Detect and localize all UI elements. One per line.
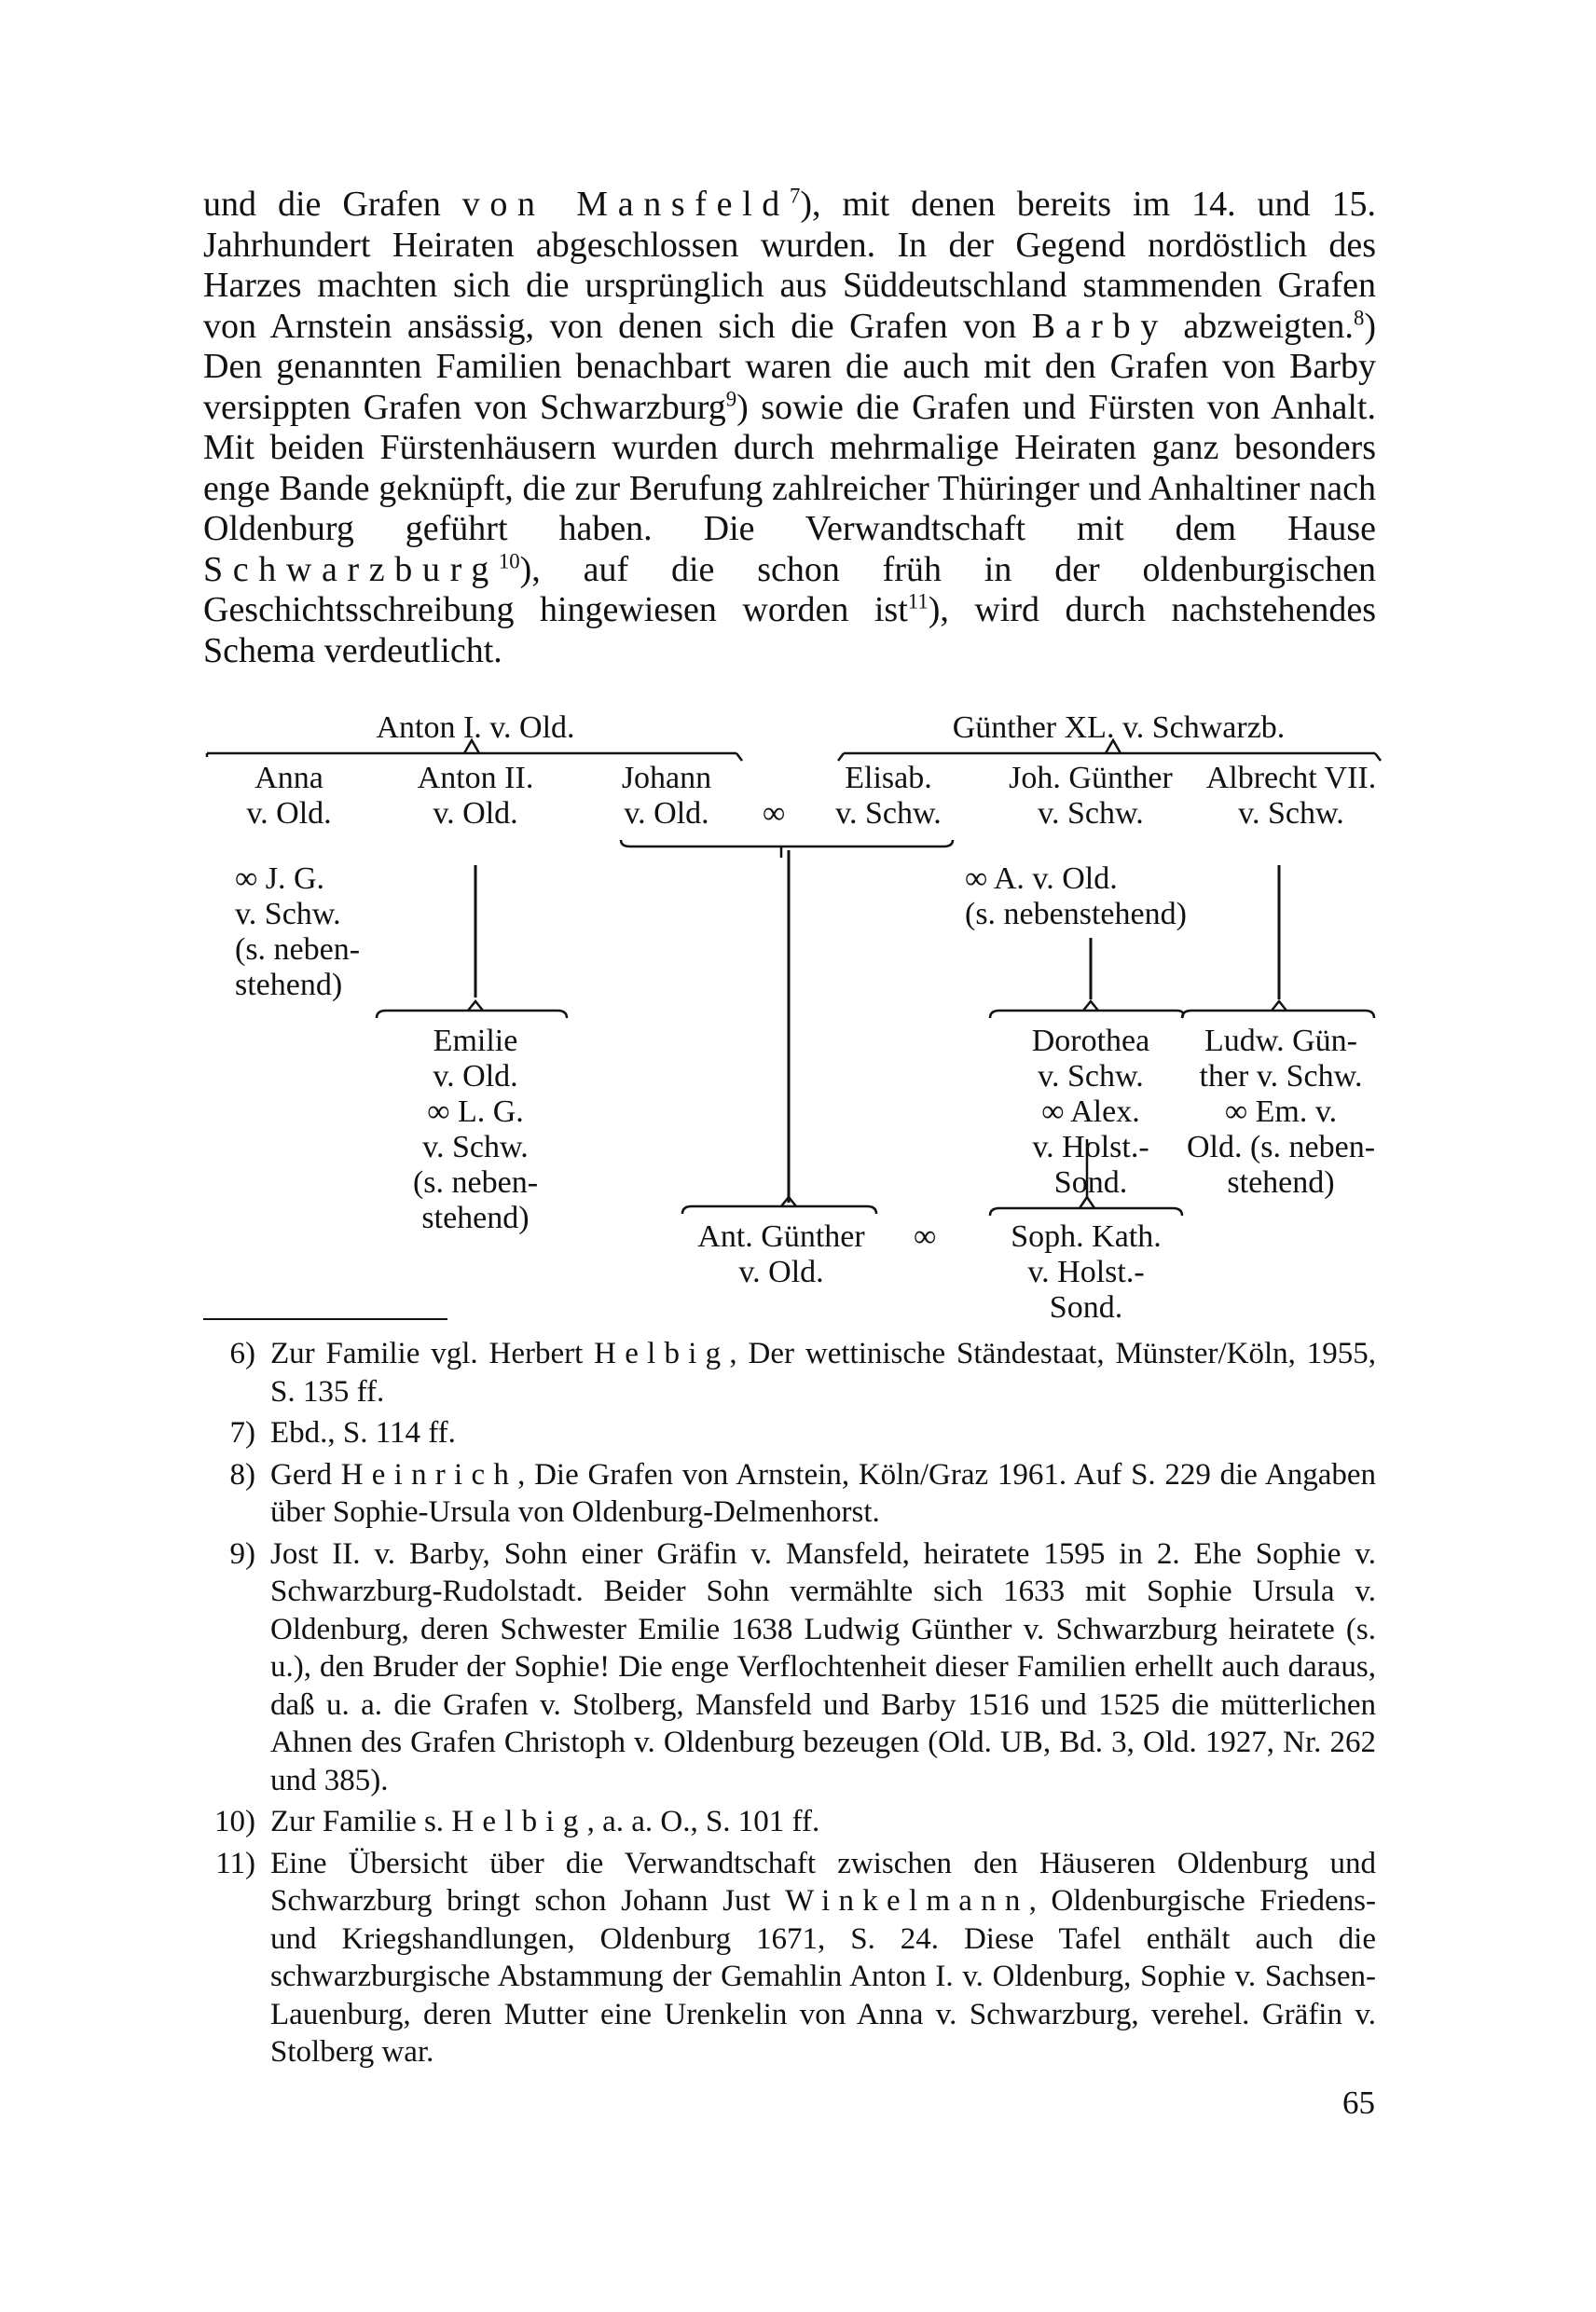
chart-line-text: Elisab. [845, 761, 932, 795]
node-anton1 [354, 710, 597, 746]
chart-line-text: Sond. [1049, 1290, 1123, 1325]
node-elisab [828, 761, 949, 832]
bracket-emilie [377, 1011, 567, 1018]
chart-line-text: Dorothea [1031, 1024, 1150, 1058]
chart-line-text: ∞ A. v. Old. [965, 861, 1118, 896]
footnote-text: Eine Übersicht über die Verwandtschaft zwischen den Häuseren Oldenburg und Schwarzburg bringt schon Johann Just Winkelmann, Oldenburgische Friedens- und Kriegshandlungen, Oldenburg 1671, S. 24. Diese Tafel enthält auch die schwarzburgische Abstammung der Gemahlin Anton I. v. Oldenburg, Sophie v. Sachsen-Lauenburg, deren Mutter eine Urenkelin von Anna v. Schwarzburg, verehel. Gräfin v. Stolberg war. [270, 1846, 1377, 2069]
chart-line-text: ∞ Em. v. [1224, 1094, 1338, 1129]
node-emilie [392, 1024, 559, 1236]
chart-line-text: ∞ L. G. [427, 1094, 524, 1129]
chart-line-text: Albrecht VII. [1205, 761, 1377, 795]
footnote [203, 1335, 1376, 1411]
chart-line-text: (s. neben- [412, 1165, 539, 1200]
chart-line-text: v. Schw. [835, 796, 942, 831]
chart-line-text: Emilie [433, 1024, 518, 1058]
brace-guenther40-peak [1106, 740, 1121, 753]
chart-line-text: v. Old. [433, 1059, 518, 1094]
footnote-number: 6) [229, 1337, 255, 1370]
node-guenther40 [923, 710, 1314, 746]
chart-line-text: v. Schw. [1038, 796, 1144, 831]
page-number: 65 [1342, 2085, 1375, 2121]
footnote-text: Jost II. v. Barby, Sohn einer Gräfin v. Mansfeld, heiratete 1595 in 2. Ehe Sophie v. Schwarzburg-Rudolstadt. Beider Sohn vermählte sich 1633 mit Sophie Ursula v. Oldenburg, deren Schwester Emilie 1638 Ludwig Günther v. Schwarzburg heiratete (s. u.), den Bruder der Sophie! Die enge Verflochtenheit dieser Familien erhellt auch daraus, daß u. a. die Grafen v. Stolberg, Mansfeld und Barby 1516 und 1525 die mütterlichen Ahnen des Grafen Christoph v. Oldenburg bezeugen (Old. UB, Bd. 3, Old. 1927, Nr. 262 und 385). [270, 1536, 1376, 1797]
node-antguenther [679, 1219, 884, 1290]
note-anna [235, 861, 403, 1003]
footnote-number: 7) [229, 1416, 255, 1450]
node-anna [233, 761, 345, 832]
chart-line-text: Joh. Günther [1009, 761, 1173, 795]
chart-line-text: stehend) [1227, 1165, 1335, 1200]
node-johann [606, 761, 727, 832]
chart-line-text: v. Schw. [1238, 796, 1344, 831]
chart-line-text: v. Schw. [235, 897, 341, 931]
body-text [203, 185, 1376, 671]
chart-line-text: ∞ Alex. [1041, 1094, 1140, 1129]
footnote [203, 1456, 1376, 1532]
footnote [203, 1535, 1376, 1800]
node-dorothea [993, 1024, 1189, 1201]
chart-line-text: ther v. Schw. [1199, 1059, 1363, 1094]
node-sophkath [988, 1219, 1184, 1326]
bracket-ludwg [1182, 1011, 1374, 1018]
footnote [203, 1845, 1376, 2071]
bracket-johann-elisab [621, 840, 953, 846]
chart-line-text: ∞ J. G. [235, 861, 325, 896]
footnote-text: Zur Familie vgl. Herbert Helbig, Der wettinische Ständestaat, Münster/Köln, 1955, S. 135 ff. [270, 1337, 1376, 1409]
chart-line-text: Anton I. v. Old. [376, 710, 575, 745]
footnote-rule [203, 1318, 447, 1320]
bracket-dorothea [990, 1011, 1183, 1018]
chart-line-text: Anton II. [417, 761, 534, 795]
footnote [203, 1414, 1376, 1452]
brace-anton1-peak [464, 740, 479, 753]
chart-line-text: Günther XL. v. Schwarzb. [952, 710, 1286, 745]
chart-line-text: Sond. [1053, 1165, 1128, 1200]
footnote-text: Gerd Heinrich, Die Grafen von Arnstein, Köln/Graz 1961. Auf S. 229 die Angaben über Sophie-Ursula von Oldenburg-Delmenhorst. [270, 1457, 1376, 1529]
chart-line-text: v. Schw. [1038, 1059, 1144, 1094]
footnote [203, 1803, 1376, 1841]
bracket-antguenther [682, 1206, 876, 1214]
chart-line-text: v. Holst.- [1027, 1255, 1145, 1289]
chart-line-text: v. Holst.- [1032, 1130, 1149, 1164]
chart-line-text: (s. neben- [235, 932, 361, 967]
footnote-number: 8) [229, 1457, 255, 1492]
body-paragraph: und die Grafen von Mansfeld$^7$), mit denen bereits im 14. und 15. Jahrhundert Heiraten abgeschlossen wurden. In der Gegend nordöstlich des Harzes machten sich die ursprünglich aus Süddeutschland stammenden Grafen von Arnstein ansässig, von denen sich die Grafen von Barby abzweigten.$^8$) Den genannten Familien benachbart waren die auch mit den Grafen von Barby versippten Grafen von Schwarzburg$^9$) sowie die Grafen und Fürsten von Anhalt. Mit beiden Fürstenhäusern wurden durch mehrmalige Heiraten ganz besonders enge Bande geknüpft, die zur Berufung zahlreicher Thüringer und Anhaltiner nach Oldenburg geführt haben. Die Verwandtschaft mit dem Hause Schwarzburg$^{10}$), auf die schon früh in der oldenburgischen Geschichtsschreibung hingewiesen worden ist$^{11}$), wird durch nachstehendes Schema verdeutlicht. [203, 184, 1376, 670]
chart-line-text: v. Old. [738, 1255, 824, 1289]
chart-line-text: v. Old. [624, 796, 709, 831]
chart-line-text: stehend) [235, 968, 343, 1002]
footnote-text: Ebd., S. 114 ff. [270, 1416, 456, 1450]
footnote-text: Zur Familie s. Helbig, a. a. O., S. 101 ff. [270, 1805, 820, 1838]
chart-line-text: Old. (s. neben- [1186, 1130, 1376, 1164]
chart-line-text: Soph. Kath. [1011, 1219, 1162, 1254]
chart-line-text: v. Old. [246, 796, 332, 831]
marriage-symbol: ∞ [914, 1219, 937, 1254]
marriage-symbol: ∞ [763, 796, 786, 831]
chart-line-text: Johann [621, 761, 712, 795]
node-johguenther [984, 761, 1198, 832]
node-albrecht [1198, 761, 1384, 832]
chart-line-text: stehend) [421, 1201, 530, 1235]
footnote-number: 11) [215, 1846, 255, 1880]
footnote-number: 9) [229, 1536, 255, 1571]
chart-line-text: Ludw. Gün- [1204, 1024, 1357, 1058]
node-ludwg [1182, 1024, 1380, 1201]
footnote-number: 10) [214, 1805, 255, 1838]
bracket-sophkath [990, 1208, 1182, 1216]
note-johguenther [965, 861, 1245, 932]
chart-line-text: Ant. Günther [697, 1219, 865, 1254]
chart-line-text: Anna [255, 761, 323, 795]
chart-line-text: (s. nebenstehend) [965, 897, 1187, 931]
chart-line-text: v. Old. [433, 796, 518, 831]
chart-line-text: v. Schw. [422, 1130, 529, 1164]
footnotes [203, 1335, 1376, 2075]
node-anton2 [392, 761, 559, 832]
